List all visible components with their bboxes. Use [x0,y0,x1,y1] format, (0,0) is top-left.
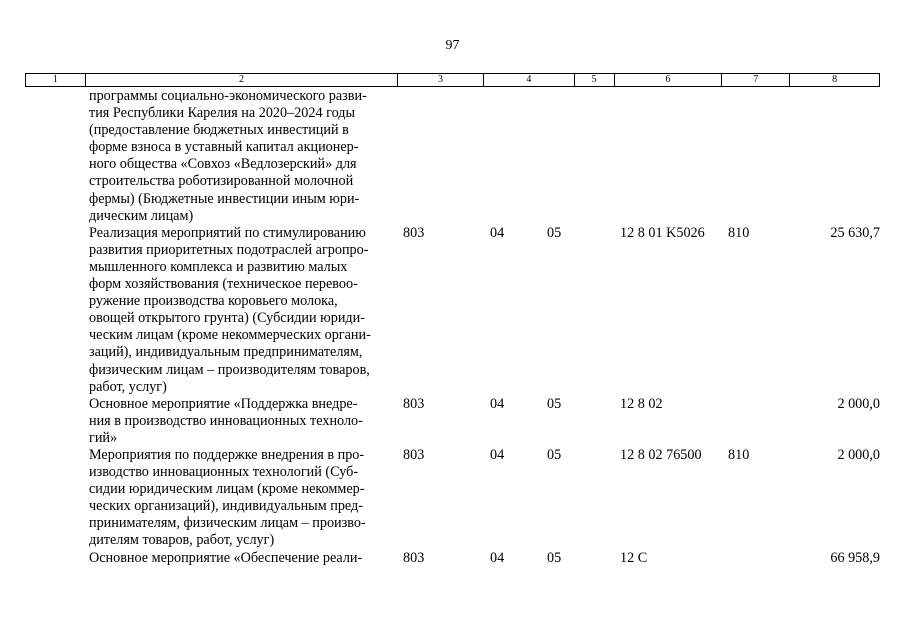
row-description: Основное мероприятие «Поддержка внедре- ния в производство инновационных техноло- гий» [89,395,363,446]
cell-ministry: 803 [403,395,425,412]
header-col-4: 4 [484,74,575,86]
table-row [25,88,880,225]
row-description: Основное мероприятие «Обеспечение реали- [89,549,363,566]
cell-amount: 2 000,0 [837,446,880,463]
cell-target-article: 12 8 02 76500 [620,446,702,463]
cell-subsection: 05 [547,446,562,463]
cell-target-article: 12 8 01 K5026 [620,224,705,241]
header-col-6: 6 [615,74,723,86]
cell-subsection: 05 [547,224,562,241]
header-col-3: 3 [398,74,484,86]
cell-amount: 66 958,9 [830,549,880,566]
header-col-7: 7 [722,74,790,86]
cell-ministry: 803 [403,549,425,566]
cell-section: 04 [490,446,505,463]
cell-ministry: 803 [403,446,425,463]
cell-subsection: 05 [547,549,562,566]
cell-section: 04 [490,224,505,241]
cell-target-article: 12 С [620,549,648,566]
cell-expense-type: 810 [728,224,750,241]
table-row [25,225,880,396]
cell-subsection: 05 [547,395,562,412]
table-body [25,88,880,567]
cell-target-article: 12 8 02 [620,395,663,412]
row-description: Мероприятия по поддержке внедрения в про- изводство инновационных технологий (Суб- сидии юридическим лицам (кроме некоммер- ческих организаций), индивидуальным пред- принимателям, физическим лицам – произво- дителям товаров, работ, услуг) [89,446,366,549]
cell-amount: 25 630,7 [830,224,880,241]
header-col-5: 5 [575,74,615,86]
cell-section: 04 [490,549,505,566]
cell-section: 04 [490,395,505,412]
cell-expense-type: 810 [728,446,750,463]
table-row [25,447,880,550]
table-header [25,73,880,87]
header-col-1: 1 [26,74,86,86]
cell-amount: 2 000,0 [837,395,880,412]
header-col-2: 2 [86,74,398,86]
cell-ministry: 803 [403,224,425,241]
table-row [25,550,880,567]
row-description: Реализация мероприятий по стимулированию развития приоритетных подотраслей агропро- мышленного комплекса и развитию малых форм хозяйствования (техническое перевоо- ружение производства коровьего молока, овощей открытого грунта) (Субсидии юриди- ческим лицам (кроме некоммерческих органи- заций), индивидуальным предпринимателям, физическим лицам – производителям товаров, работ, услуг) [89,224,371,395]
header-col-8: 8 [832,74,838,85]
table-row [25,396,880,447]
page-number: 97 [445,38,460,53]
row-description: программы социально-экономического разви- тия Республики Карелия на 2020–2024 годы (предоставление бюджетных инвестиций в форме взноса в уставный капитал акционер- ного общества «Совхоз «Ведлозерский» для строительства роботизированной молочной фермы) (Бюджетные инвестиции иным юри- дическим лицам) [89,88,367,224]
